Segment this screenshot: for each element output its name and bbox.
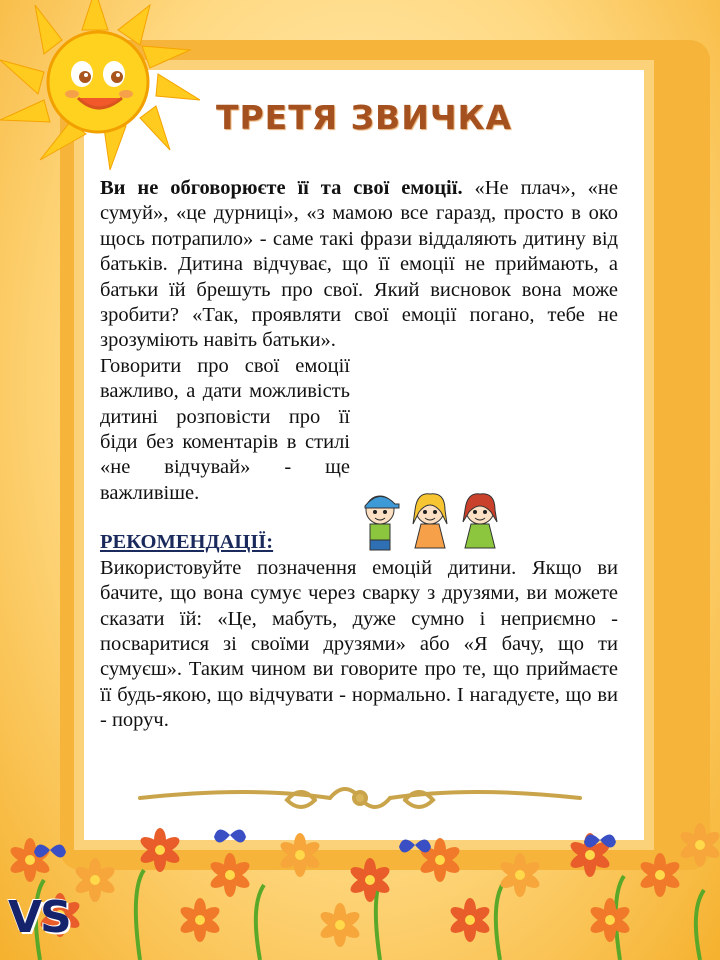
article-body [100,176,618,734]
sun-icon [0,0,200,170]
flowers-border [0,820,720,960]
recommendations-heading: РЕКОМЕНДАЦІЇ: [100,531,274,554]
flourish-ornament [130,778,590,818]
paragraph-1-text: «Не плач», «не сумуй», «це дурниці», «з мамою все гаразд, просто в око щось потрапило» - саме такі фрази віддаляють дитину від батьків. Дитина відчуває, що її емоції не приймають, а батьки їй брешуть про свої. Який висновок вона може зробити? «Так, проявляти свої емоції погано, тебе не зрозуміють навіть батьки». [100,177,618,352]
recommendations-text: Використовуйте позначення емоцій дитини. Якщо ви бачите, що вона сумує через сварку з друзями, ви можете сказати їй: «Це, мабуть, дуже сумно і неприємно - посваритися зі своїми друзями» або «Я бачу, що ти сумуєш». Таким чином ви говорите про те, що приймаєте її будь-якою, що відчувати - нормально. І нагадуєте, що ви - поруч. [100,556,618,732]
page-title: ТРЕТЯ ЗВИЧКА [215,98,513,137]
logo: VS [8,892,70,943]
paragraph-1-lead: Ви не обговорюєте її та свої емоції. [100,177,463,199]
children-illustration [355,488,505,558]
paragraph-2: Говорити про свої емоції важливо, а дати можливість дитині розповісти про її біди без коментарів в стилі «не відчувай» - ще важливіше. [100,354,350,504]
paragraph-1 [100,176,618,354]
